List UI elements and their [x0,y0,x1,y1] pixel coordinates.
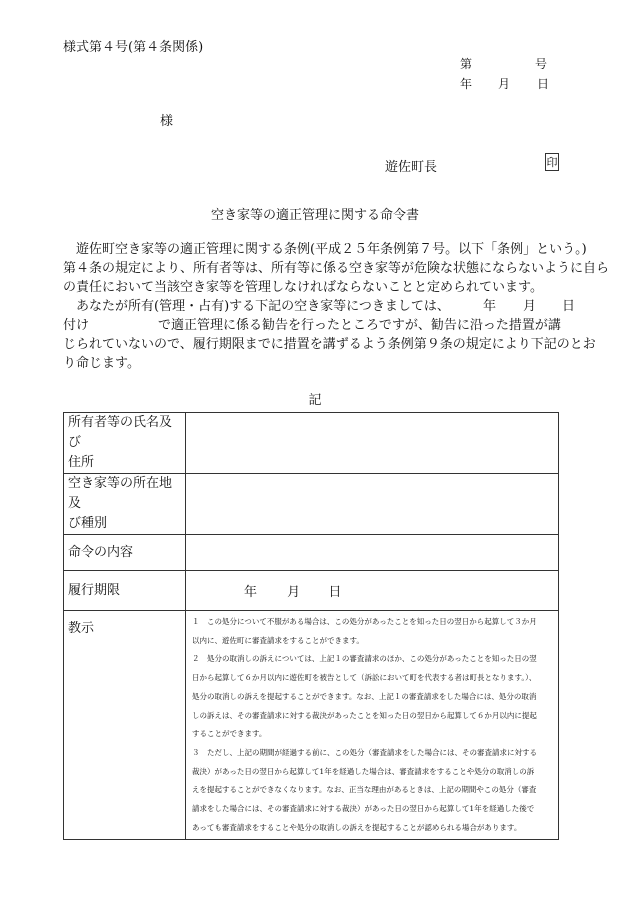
body-line: じられていないので、履行期限までに措置を講ずるよう条例第９条の規定により下記のとお [63,337,596,352]
label-line: 空き家等の所在地及 [68,476,173,511]
table-row [64,571,559,611]
deadline-label: 履行期限 [64,571,186,611]
issue-day-label: 日 [537,77,550,91]
recipient-suffix: 様 [160,114,174,129]
ki-heading: 記 [308,393,322,408]
seal-stamp: 印 [545,153,559,171]
table-row [64,535,559,571]
notice-line: ２ 処分の取消しの訴えについては、上記１の審査請求のほか、この処分があったことを知った日の翌 [192,654,537,664]
advice-month-label: 月 [523,299,537,314]
deadline-year: 年 [244,585,258,600]
order-content-label: 命令の内容 [64,535,186,571]
notice-line: ３ ただし、上記の期間が経過する前に、この処分（審査請求をした場合には、その審査請求に対する [192,747,537,757]
notice-text [186,611,559,840]
table-row [64,611,559,840]
notice-line: しの訴えは、その審査請求に対する裁決があったことを知った日の翌日から起算して６か月以内に提起 [192,710,537,720]
notice-line: １ この処分について不服がある場合は、この処分があったことを知った日の翌日から起算して３か月 [192,617,537,626]
label-line: 所有者等の氏名及び [68,415,173,450]
deadline-month: 月 [287,585,301,600]
deadline-value-cell[interactable] [186,571,559,611]
order-table [63,412,559,840]
table-row [64,474,559,535]
advice-year-label: 年 [483,299,497,314]
notice-line: えを提起することができなくなります。なお、正当な理由があるときは、上記の期間やこの処分（審査 [192,785,537,795]
notice-line: 請求をした場合には、その審査請求に対する裁決）があった日の翌日から起算して1年を経過した後で [192,804,535,814]
notice-line: 以内に、遊佐町に審査請求をすることができます。 [192,635,364,645]
body-line: の責任において当該空き家等を管理しなければならないことと定められています。 [63,280,543,295]
table-row [64,413,559,474]
form-number: 様式第４号(第４条関係) [63,40,204,55]
document-number-prefix: 第 [460,57,473,71]
body-line: 第４条の規定により、所有者等は、所有等に係る空き家等が危険な状態にならないように自ら [63,261,610,276]
label-line: び種別 [68,516,108,531]
notice-line: 日から起算して６か月以内に遊佐町を被告として（訴訟において町を代表する者は町長となります。）、 [192,673,537,683]
notice-line: あっても審査請求をすることや処分の取消しの訴えを提起することが認められる場合があります。 [192,822,522,832]
body-line: り命じます。 [63,356,140,371]
body-text: 付け [63,318,90,333]
advice-day-label: 日 [562,299,576,314]
notice-line: 処分の取消しの訴えを提起することができます。なお、上記１の審査請求をした場合には、処分の取消 [192,691,537,701]
order-content-cell[interactable] [186,535,559,571]
notice-line: 裁決）があった日の翌日から起算して1年を経過した場合は、審査請求をすることや処分の取消しの訴 [192,766,535,776]
notice-line: することができます。 [192,729,267,739]
document-number-suffix: 号 [535,57,548,71]
body-line: 遊佐町空き家等の適正管理に関する条例(平成２５年条例第７号。以下「条例」という。) [63,242,587,257]
document-title: 空き家等の適正管理に関する命令書 [210,208,419,223]
deadline-day: 日 [328,585,342,600]
location-value-cell[interactable] [186,474,559,535]
owner-value-cell[interactable] [186,413,559,474]
issue-year-label: 年 [460,77,473,91]
label-line: 住所 [68,455,95,470]
location-label [64,474,186,535]
body-line: あなたが所有(管理・占有)する下記の空き家等につきましては、 [63,299,450,314]
owner-label [64,413,186,474]
notice-label: 教示 [64,611,186,840]
issuer-name: 遊佐町長 [385,160,438,175]
body-text: で適正管理に係る勧告を行ったところですが、勧告に沿った措置が講 [158,318,561,333]
issue-month-label: 月 [498,77,511,91]
